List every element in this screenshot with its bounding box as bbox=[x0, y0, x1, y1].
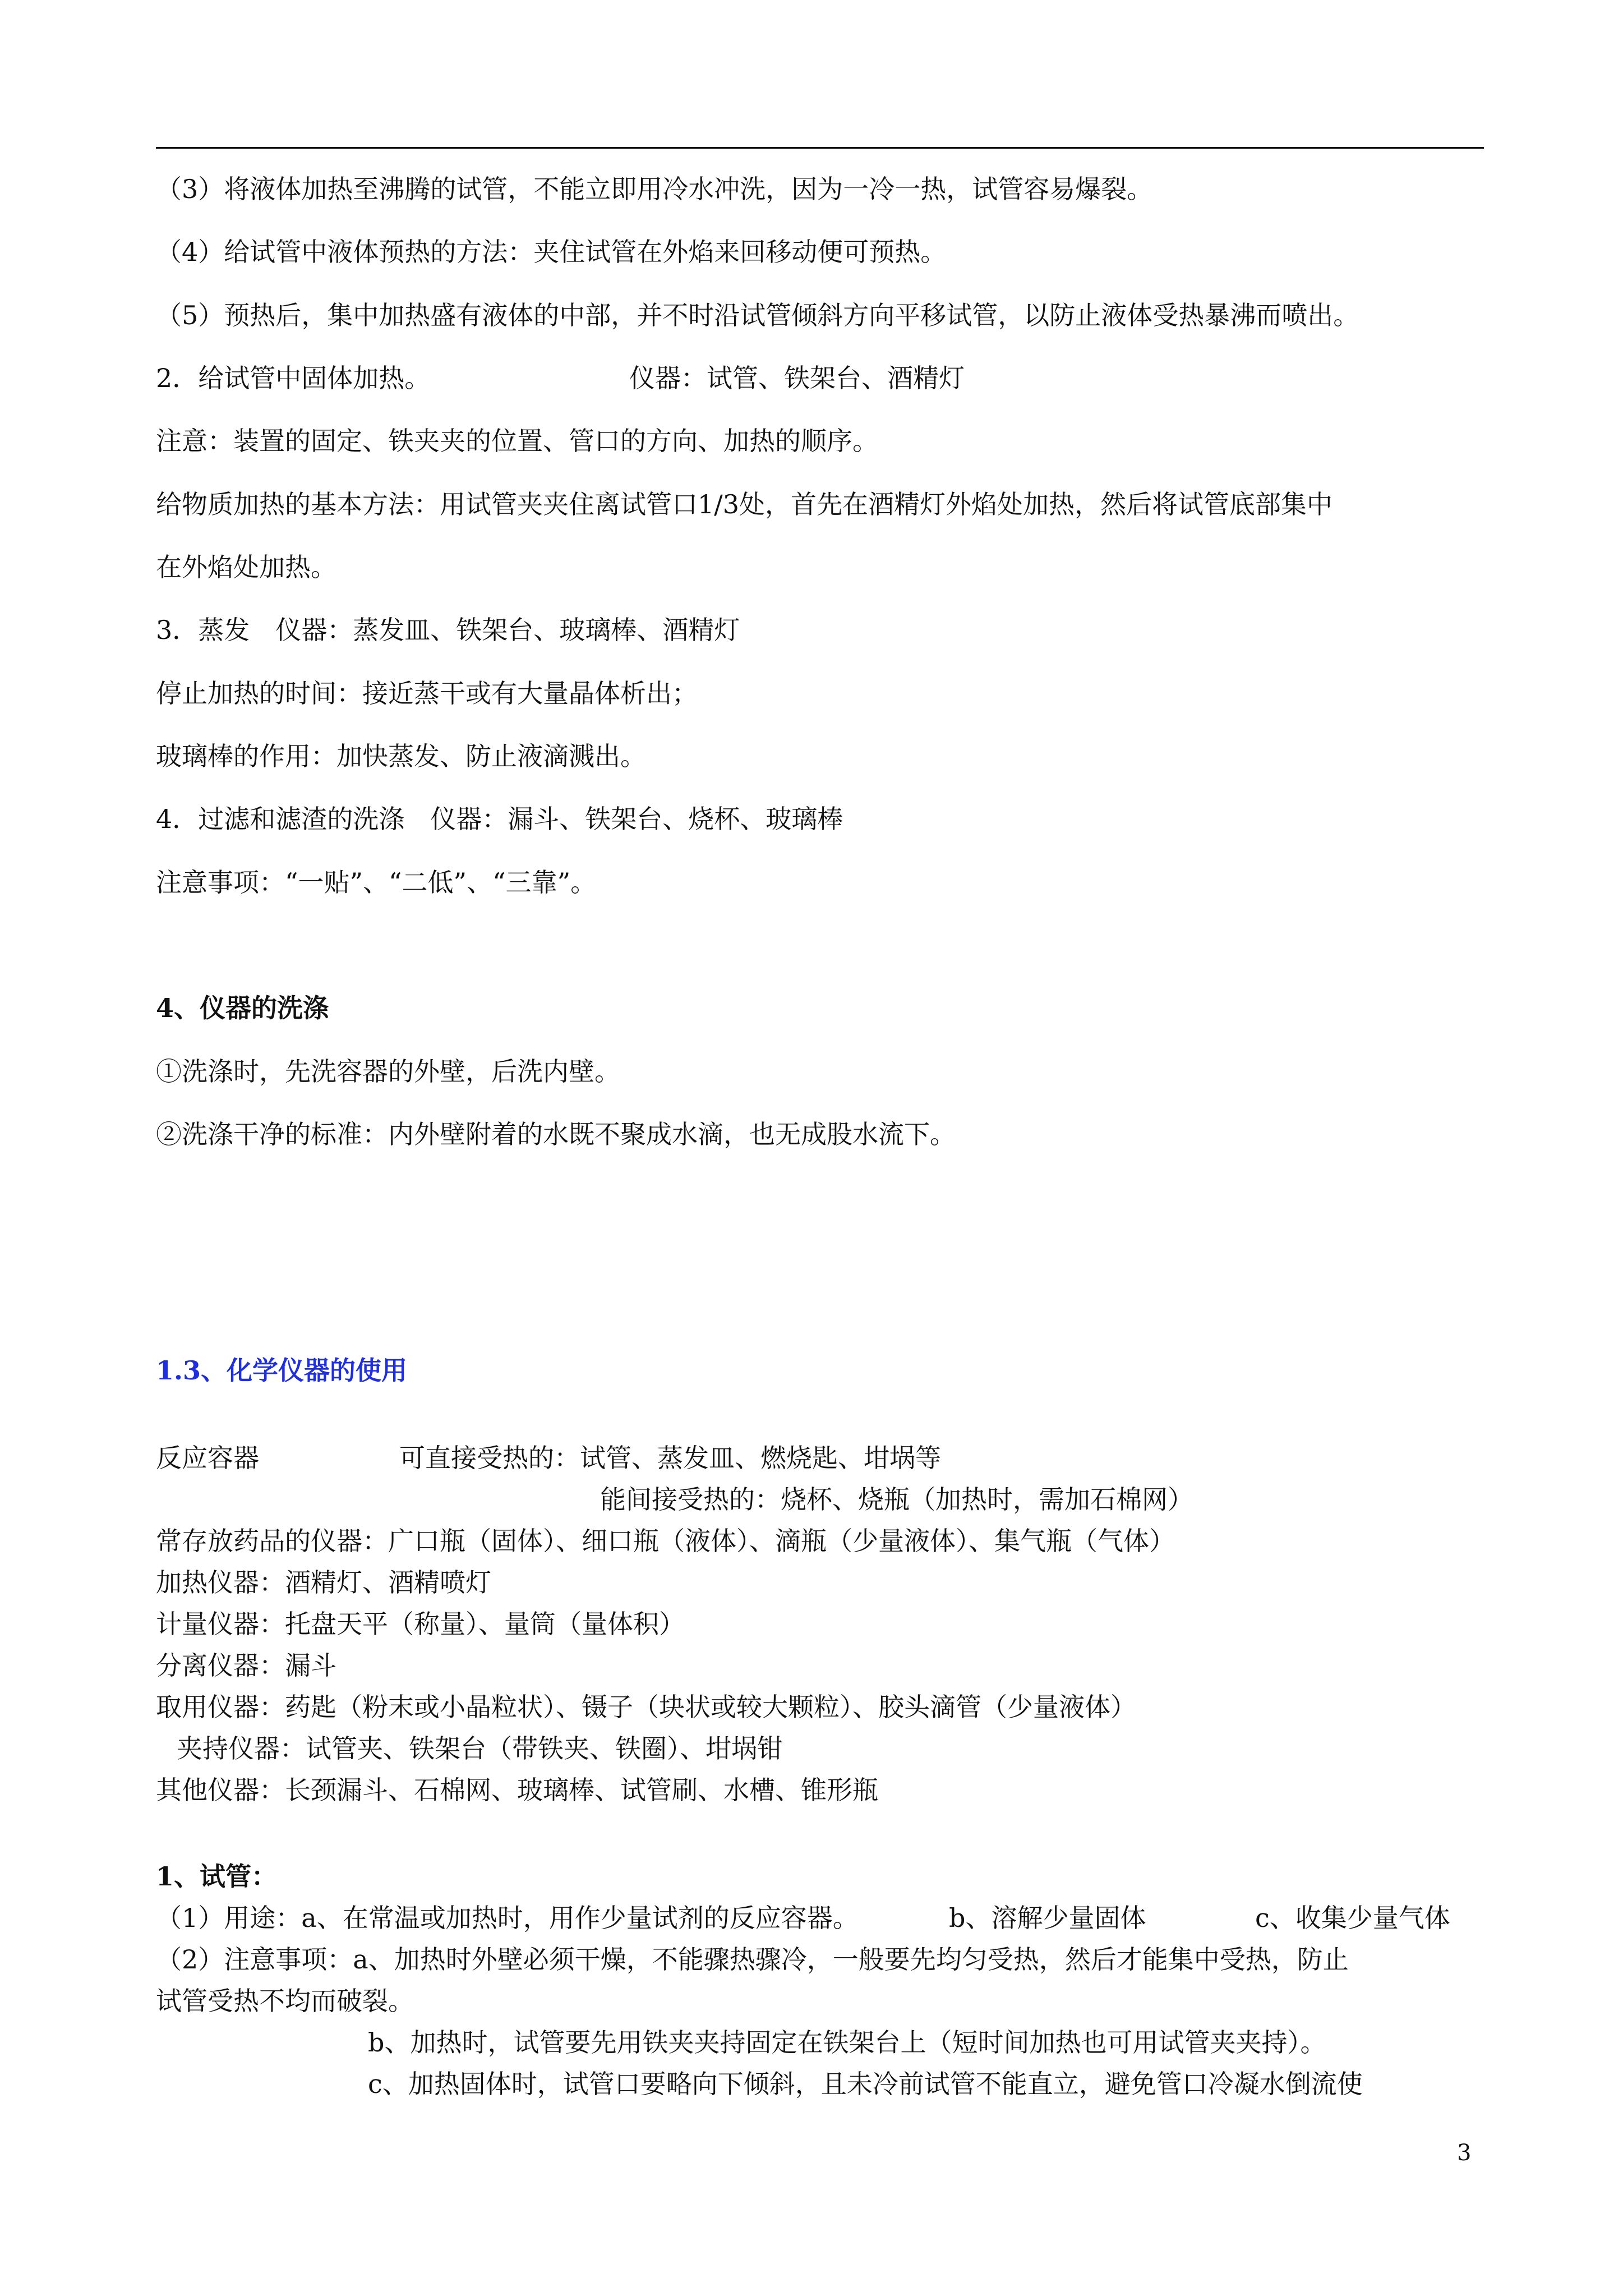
test-tube-heading: 1、试管： bbox=[156, 1861, 278, 1892]
instrument-line: 加热仪器：酒精灯、酒精喷灯 bbox=[156, 1567, 491, 1598]
notes-line: （2）注意事项：a、加热时外壁必须干燥，不能骤热骤冷，一般要先均匀受热，然后才能集中受热，防止 bbox=[156, 1944, 1349, 1975]
washing-heading: 4、仪器的洗涤 bbox=[156, 993, 329, 1023]
header-rule bbox=[156, 147, 1484, 149]
instrument-line: 能间接受热的：烧杯、烧瓶（加热时，需加石棉网） bbox=[600, 1484, 1193, 1515]
paragraph-line: 玻璃棒的作用：加快蒸发、防止液滴溅出。 bbox=[156, 741, 646, 771]
list-item: ①洗涤时，先洗容器的外壁，后洗内壁。 bbox=[156, 1056, 620, 1087]
notes-line: 试管受热不均而破裂。 bbox=[156, 1986, 414, 2016]
paragraph-line: （3）将液体加热至沸腾的试管，不能立即用冷水冲洗，因为一冷一热，试管容易爆裂。 bbox=[156, 174, 1153, 204]
paragraph-line: 2．给试管中固体加热。 bbox=[156, 363, 431, 393]
paragraph-line: 注意事项：“一贴”、“二低”、“三靠”。 bbox=[156, 867, 597, 898]
paragraph-line: 仪器：试管、铁架台、酒精灯 bbox=[629, 363, 965, 393]
paragraph-line: （5）预热后，集中加热盛有液体的中部，并不时沿试管倾斜方向平移试管，以防止液体受热暴沸而喷出。 bbox=[156, 300, 1359, 330]
section-heading: 1.3、化学仪器的使用 bbox=[156, 1355, 408, 1386]
instrument-line: 常存放药品的仪器：广口瓶（固体）、细口瓶（液体）、滴瓶（少量液体）、集气瓶（气体） bbox=[156, 1526, 1175, 1556]
usage-line: c、收集少量气体 bbox=[1255, 1903, 1450, 1933]
instrument-line: 分离仪器：漏斗 bbox=[156, 1650, 336, 1681]
paragraph-line: 注意：装置的固定、铁夹夹的位置、管口的方向、加热的顺序。 bbox=[156, 426, 878, 456]
list-item: ②洗涤干净的标准：内外壁附着的水既不聚成水滴，也无成股水流下。 bbox=[156, 1119, 956, 1149]
paragraph-line: 给物质加热的基本方法：用试管夹夹住离试管口1/3处，首先在酒精灯外焰处加热，然后将试管底部集中 bbox=[156, 489, 1333, 519]
instrument-line: 可直接受热的：试管、蒸发皿、燃烧匙、坩埚等 bbox=[399, 1443, 941, 1473]
notes-line: b、加热时，试管要先用铁夹夹持固定在铁架台上（短时间加热也可用试管夹夹持）。 bbox=[368, 2027, 1326, 2058]
instrument-line: 取用仪器：药匙（粉末或小晶粒状）、镊子（块状或较大颗粒）、胶头滴管（少量液体） bbox=[156, 1692, 1136, 1722]
instrument-line: 计量仪器：托盘天平（称量）、量筒（量体积） bbox=[156, 1609, 685, 1639]
paragraph-line: （4）给试管中液体预热的方法：夹住试管在外焰来回移动便可预热。 bbox=[156, 237, 947, 267]
usage-line: b、溶解少量固体 bbox=[949, 1903, 1146, 1933]
instrument-line: 夹持仪器：试管夹、铁架台（带铁夹、铁圈）、坩埚钳 bbox=[177, 1733, 783, 1764]
instrument-line: 反应容器 bbox=[156, 1443, 259, 1473]
page-number: 3 bbox=[1457, 2140, 1472, 2166]
paragraph-line: 4．过滤和滤渣的洗涤 仪器：漏斗、铁架台、烧杯、玻璃棒 bbox=[156, 804, 843, 834]
notes-line: c、加热固体时，试管口要略向下倾斜，且未冷前试管不能直立，避免管口冷凝水倒流使 bbox=[368, 2069, 1363, 2099]
paragraph-line: 停止加热的时间：接近蒸干或有大量晶体析出； bbox=[156, 678, 698, 708]
paragraph-line: 3．蒸发 仪器：蒸发皿、铁架台、玻璃棒、酒精灯 bbox=[156, 615, 740, 645]
paragraph-line: 在外焰处加热。 bbox=[156, 552, 336, 582]
usage-line: （1）用途：a、在常温或加热时，用作少量试剂的反应容器。 bbox=[156, 1903, 859, 1933]
instrument-line: 其他仪器：长颈漏斗、石棉网、玻璃棒、试管刷、水槽、锥形瓶 bbox=[156, 1775, 878, 1805]
